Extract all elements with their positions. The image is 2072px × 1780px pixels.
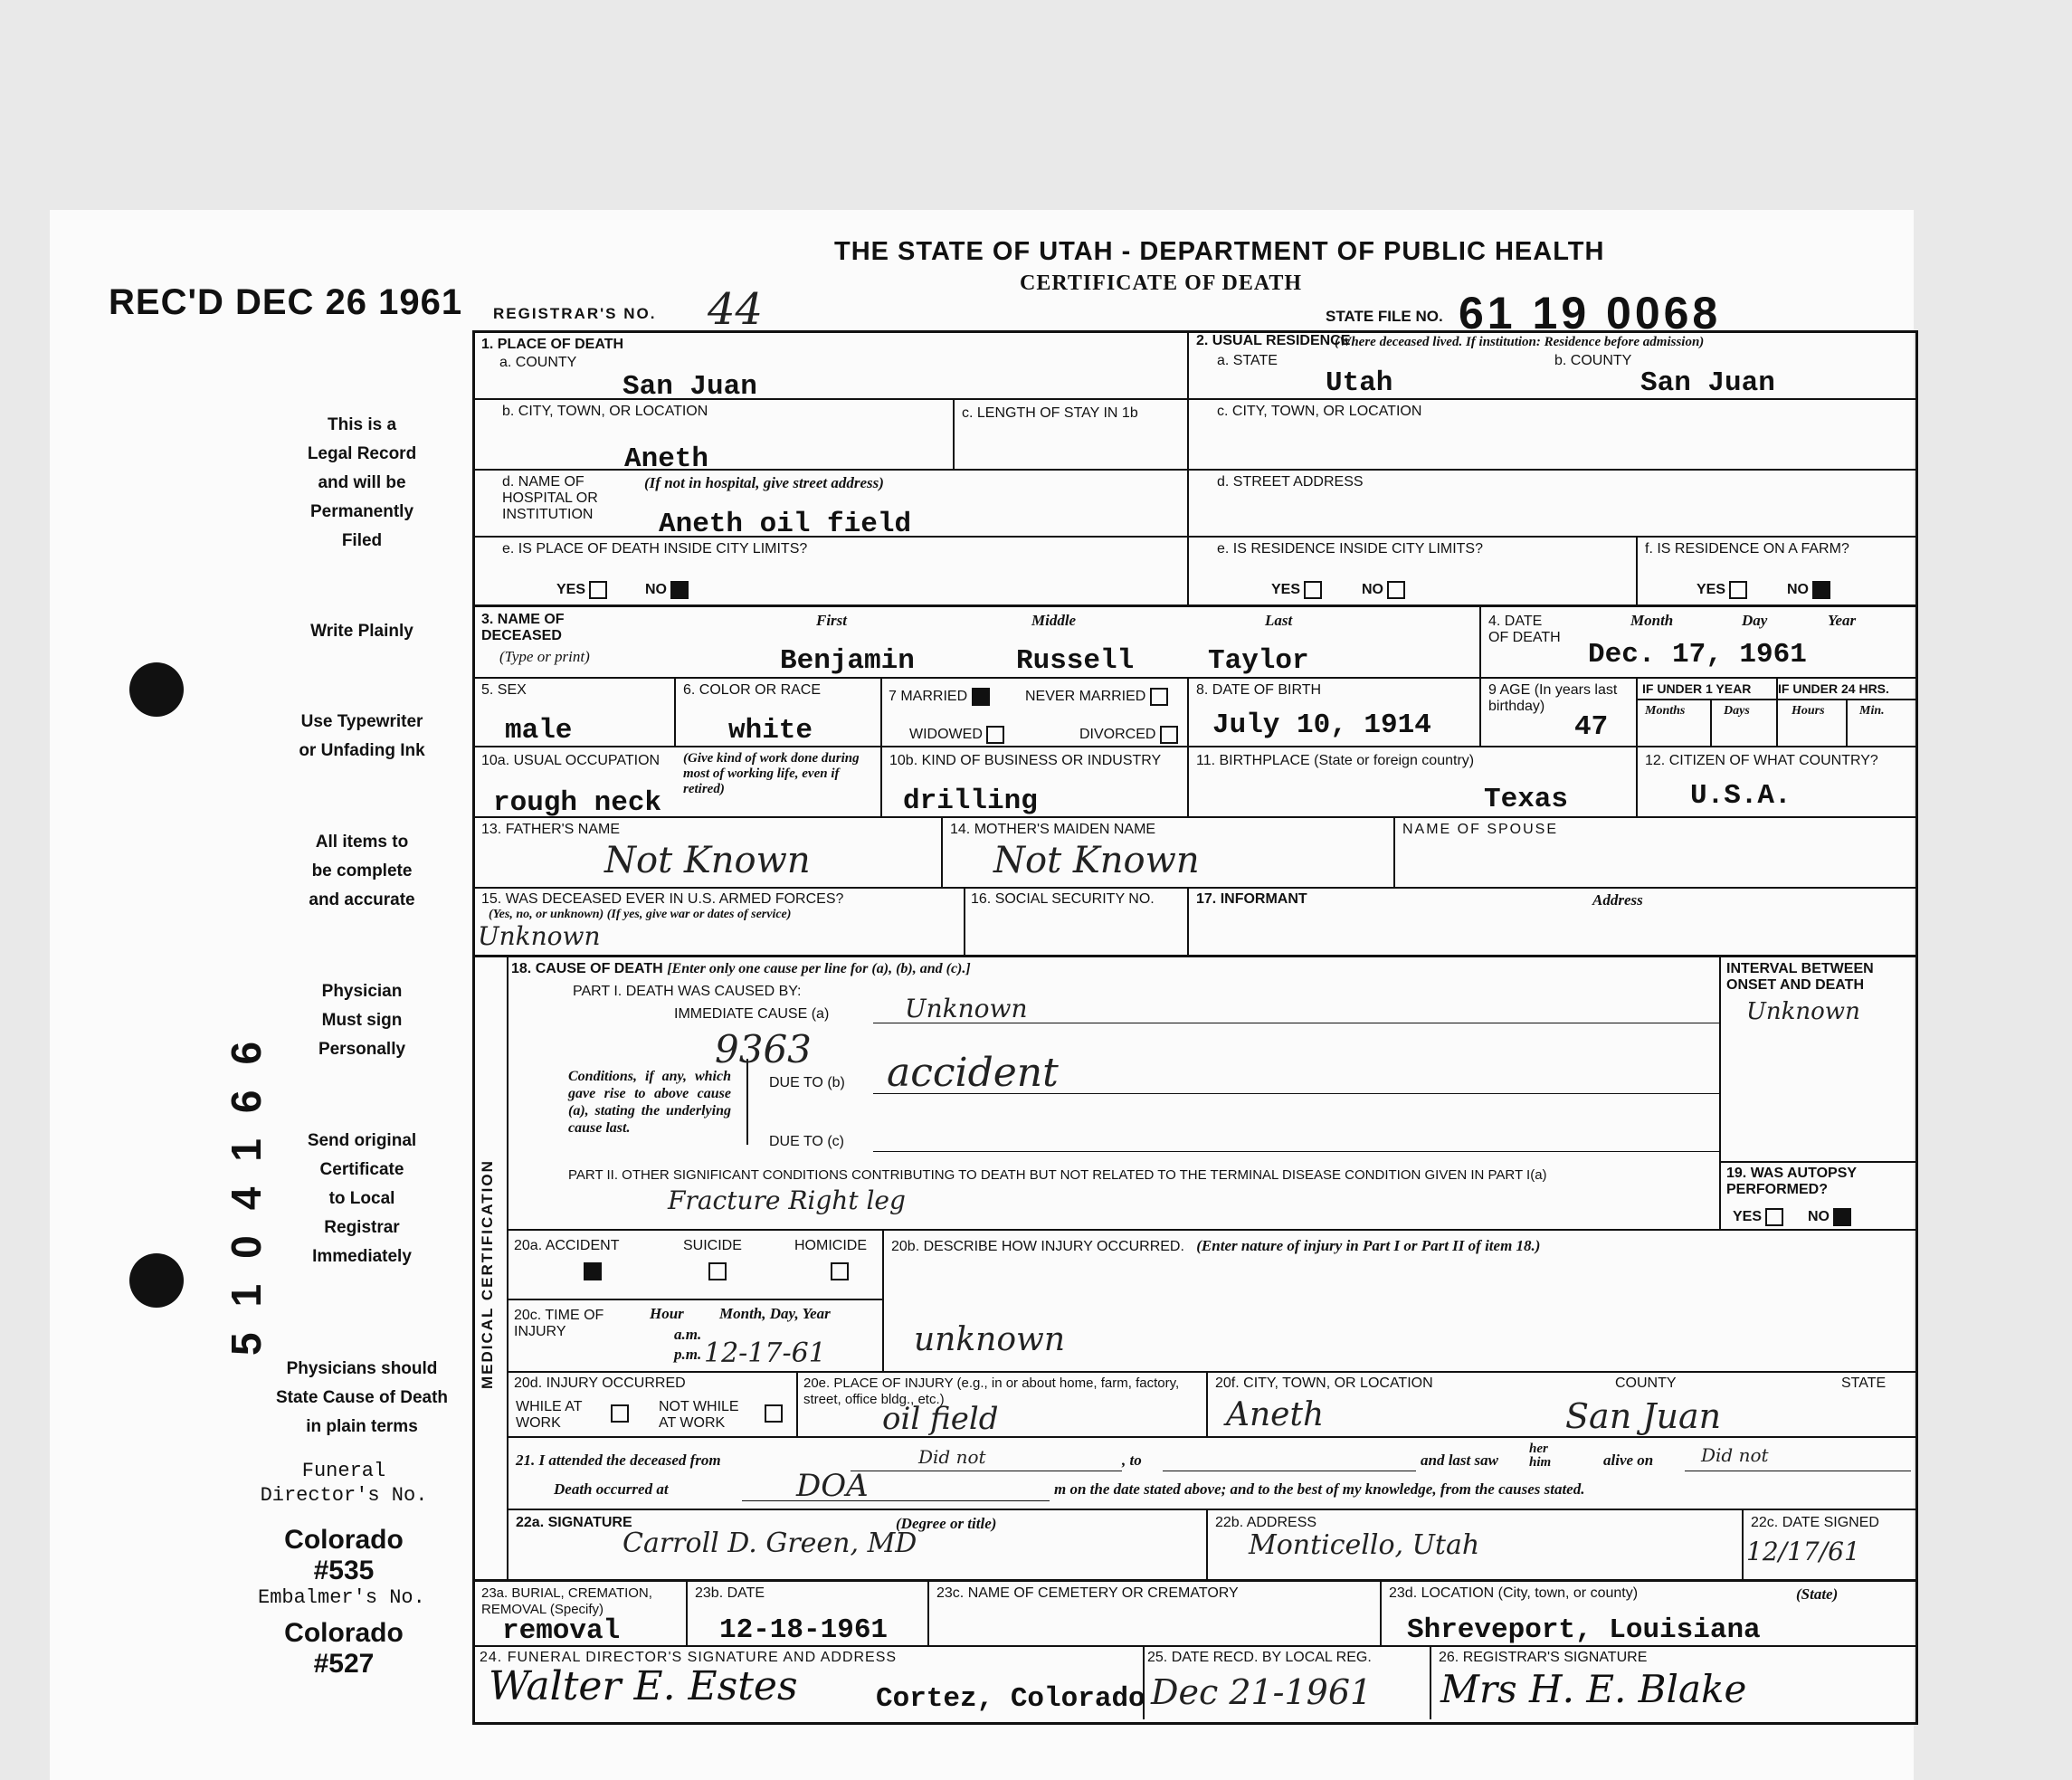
label-informant: 17. INFORMANT bbox=[1196, 891, 1307, 907]
value-citizen: U.S.A. bbox=[1690, 780, 1792, 812]
label-hospital: d. NAME OF HOSPITAL OR INSTITUTION bbox=[502, 474, 598, 522]
label-hour: Hour bbox=[650, 1305, 684, 1322]
serial-number: 5104166 bbox=[223, 1015, 270, 1356]
label-date-signed: 22c. DATE SIGNED bbox=[1751, 1515, 1879, 1530]
value-date-received: Dec 21-1961 bbox=[1151, 1672, 1373, 1712]
value-injury-county: San Juan bbox=[1565, 1396, 1722, 1436]
label-autopsy: 19. WAS AUTOPSY PERFORMED? bbox=[1726, 1166, 1857, 1197]
autopsy-yes: YES bbox=[1733, 1208, 1783, 1226]
label-age: 9 AGE (In years last birthday) bbox=[1488, 682, 1618, 714]
label-signature: 22a. SIGNATURE bbox=[516, 1515, 632, 1530]
label-days: Days bbox=[1724, 704, 1750, 718]
value-due-b: accident bbox=[887, 1050, 1059, 1096]
checkbox-res-city-yes[interactable] bbox=[1304, 581, 1322, 599]
margin-send: Send original Certificate to Local Registrar Immediately bbox=[307, 1131, 417, 1266]
label-name-note: (Type or print) bbox=[499, 648, 590, 665]
checkbox-homicide[interactable] bbox=[831, 1262, 849, 1280]
value-race: white bbox=[728, 715, 813, 747]
label-state-paren: (State) bbox=[1796, 1585, 1839, 1603]
funeral-no-label: Funeral Director's No. bbox=[260, 1460, 428, 1507]
value-occurred-at: DOA bbox=[796, 1468, 869, 1504]
value-injury-how: unknown bbox=[914, 1321, 1066, 1358]
label-res-county: b. COUNTY bbox=[1554, 353, 1632, 368]
value-age: 47 bbox=[1574, 711, 1609, 743]
checkbox-city-yes[interactable] bbox=[589, 581, 607, 599]
label-res-state: a. STATE bbox=[1217, 353, 1278, 368]
margin-typewriter: Use Typewriter or Unfading Ink bbox=[299, 712, 425, 760]
label-occupation: 10a. USUAL OCCUPATION bbox=[481, 753, 661, 768]
label-hospital-note: (If not in hospital, give street address) bbox=[644, 474, 884, 491]
label-first: First bbox=[816, 612, 848, 629]
label-am: a.m. bbox=[674, 1326, 702, 1343]
label-farm: f. IS RESIDENCE ON A FARM? bbox=[1645, 541, 1849, 557]
label-married: 7 MARRIED bbox=[889, 688, 990, 706]
label-last: Last bbox=[1265, 612, 1293, 629]
label-funeral-director: 24. FUNERAL DIRECTOR'S SIGNATURE AND ADDRESS bbox=[480, 1650, 898, 1665]
label-father: 13. FATHER'S NAME bbox=[481, 822, 621, 837]
value-industry: drilling bbox=[903, 785, 1038, 817]
label-cemetery: 23c. NAME OF CEMETERY OR CREMATORY bbox=[936, 1585, 1239, 1601]
certificate-subtitle: CERTIFICATE OF DEATH bbox=[1020, 271, 1303, 295]
label-min: Min. bbox=[1859, 704, 1885, 718]
label-widowed: WIDOWED bbox=[909, 726, 1004, 744]
value-occupation: rough neck bbox=[493, 787, 662, 819]
state-file-label: STATE FILE NO. bbox=[1326, 308, 1443, 325]
label-street: d. STREET ADDRESS bbox=[1217, 474, 1364, 490]
res-city-yes: YES bbox=[1271, 581, 1322, 599]
label-race: 6. COLOR OR RACE bbox=[683, 682, 822, 698]
label-hours: Hours bbox=[1792, 704, 1825, 718]
label-place-of-injury: 20e. PLACE OF INJURY (e.g., in or about home, farm, factory, street, office bldg., etc.) bbox=[803, 1375, 1180, 1407]
registrar-no: 44 bbox=[708, 284, 764, 335]
label-county: a. COUNTY bbox=[499, 355, 577, 370]
registrar-no-label: REGISTRAR'S NO. bbox=[493, 305, 657, 322]
value-middle-name: Russell bbox=[1016, 645, 1135, 677]
res-city-no: NO bbox=[1362, 581, 1405, 599]
label-cause-of-death: 18. CAUSE OF DEATH [Enter only one cause per line for (a), (b), and (c).] bbox=[511, 961, 971, 976]
medical-certification-label: MEDICAL CERTIFICATION bbox=[479, 1159, 496, 1389]
value-physician-signature: Carroll D. Green, MD bbox=[623, 1528, 917, 1559]
label-months: Months bbox=[1645, 704, 1686, 718]
checkbox-never-married[interactable] bbox=[1150, 688, 1168, 706]
margin-physician: Physician Must sign Personally bbox=[318, 982, 406, 1059]
label-middle: Middle bbox=[1031, 612, 1077, 629]
value-hospital: Aneth oil field bbox=[659, 509, 912, 540]
value-funeral-signature: Walter E. Estes bbox=[489, 1663, 798, 1709]
checkbox-autopsy-yes[interactable] bbox=[1765, 1208, 1783, 1226]
value-armed-forces: Unknown bbox=[478, 921, 601, 951]
value-death-date: Dec. 17, 1961 bbox=[1588, 639, 1807, 671]
label-m-statement: m on the date stated above; and to the best of my knowledge, from the causes stated. bbox=[1054, 1480, 1585, 1498]
value-code: 9363 bbox=[715, 1027, 812, 1071]
label-injury-county: COUNTY bbox=[1615, 1375, 1677, 1391]
label-date-received: 25. DATE RECD. BY LOCAL REG. bbox=[1147, 1650, 1372, 1665]
checkbox-city-no[interactable] bbox=[670, 581, 689, 599]
label-usual-residence: 2. USUAL RESIDENCE bbox=[1196, 333, 1351, 348]
state-file-no: 61 19 0068 bbox=[1459, 288, 1722, 338]
label-injury-occurred: 20d. INJURY OCCURRED bbox=[514, 1375, 686, 1391]
label-injury-state: STATE bbox=[1841, 1375, 1887, 1391]
label-citizen: 12. CITIZEN OF WHAT COUNTRY? bbox=[1645, 753, 1878, 768]
value-injury-time: 12-17-61 bbox=[704, 1337, 826, 1369]
label-location: 23d. LOCATION (City, town, or county) bbox=[1389, 1585, 1639, 1601]
value-first-name: Benjamin bbox=[780, 645, 915, 677]
value-last-name: Taylor bbox=[1208, 645, 1309, 677]
checkbox-res-city-no[interactable] bbox=[1387, 581, 1405, 599]
checkbox-accident[interactable] bbox=[584, 1262, 602, 1280]
label-phys-address: 22b. ADDRESS bbox=[1215, 1515, 1317, 1530]
label-armed-note: (Yes, no, or unknown) (If yes, give war or dates of service) bbox=[489, 908, 792, 921]
label-last-saw: and last saw bbox=[1421, 1452, 1498, 1469]
city-limits-yes: YES bbox=[556, 581, 607, 599]
checkbox-married[interactable] bbox=[972, 688, 990, 706]
received-stamp: REC'D DEC 26 1961 bbox=[109, 282, 463, 322]
value-county: San Juan bbox=[623, 371, 757, 403]
value-burial: removal bbox=[502, 1615, 621, 1647]
value-date-signed: 12/17/61 bbox=[1746, 1537, 1860, 1566]
label-part1: PART I. DEATH WAS CAUSED BY: bbox=[573, 984, 802, 999]
value-attended-from: Did not bbox=[918, 1446, 986, 1468]
autopsy-no: NO bbox=[1808, 1208, 1851, 1226]
label-dob: 8. DATE OF BIRTH bbox=[1196, 682, 1322, 698]
label-accident: 20a. ACCIDENT bbox=[514, 1238, 620, 1253]
value-city: Aneth bbox=[624, 443, 709, 475]
farm-no: NO bbox=[1787, 581, 1830, 599]
label-name: 3. NAME OF DECEASED bbox=[481, 612, 565, 643]
page-title: THE STATE OF UTAH - DEPARTMENT OF PUBLIC HEALTH bbox=[834, 237, 1605, 266]
embalmer-no-label: Embalmer's No. bbox=[258, 1586, 425, 1609]
label-death-occurred: Death occurred at bbox=[554, 1480, 669, 1498]
value-funeral-address: Cortez, Colorado bbox=[876, 1683, 1145, 1715]
label-inside-city: e. IS PLACE OF DEATH INSIDE CITY LIMITS? bbox=[502, 541, 808, 557]
value-registrar-signature: Mrs H. E. Blake bbox=[1440, 1667, 1747, 1711]
label-while-work: WHILE AT WORK bbox=[516, 1399, 583, 1431]
binder-hole-top bbox=[129, 662, 184, 717]
label-armed-forces: 15. WAS DECEASED EVER IN U.S. ARMED FORCES? bbox=[481, 891, 844, 907]
label-immediate: IMMEDIATE CAUSE (a) bbox=[674, 1006, 830, 1022]
funeral-no: Colorado #535 bbox=[284, 1525, 404, 1585]
value-father: Not Known bbox=[604, 840, 811, 881]
label-sex: 5. SEX bbox=[481, 682, 527, 698]
label-alive-on: alive on bbox=[1603, 1452, 1654, 1469]
label-birthplace: 11. BIRTHPLACE (State or foreign country) bbox=[1196, 753, 1475, 768]
embalmer-no: Colorado #527 bbox=[284, 1618, 404, 1679]
value-dob: July 10, 1914 bbox=[1212, 709, 1431, 741]
checkbox-not-while-work[interactable] bbox=[765, 1404, 783, 1423]
label-month: Month bbox=[1630, 612, 1674, 629]
label-mother: 14. MOTHER'S MAIDEN NAME bbox=[950, 822, 1156, 837]
label-ssn: 16. SOCIAL SECURITY NO. bbox=[971, 891, 1155, 907]
label-year: Year bbox=[1828, 612, 1857, 629]
label-place-of-death: 1. PLACE OF DEATH bbox=[481, 337, 624, 352]
city-limits-no: NO bbox=[645, 581, 689, 599]
label-due-b: DUE TO (b) bbox=[769, 1075, 845, 1090]
checkbox-farm-yes[interactable] bbox=[1729, 581, 1747, 599]
value-phys-address: Monticello, Utah bbox=[1249, 1529, 1480, 1561]
margin-complete: All items to be complete and accurate bbox=[309, 833, 415, 909]
label-her-him: her him bbox=[1529, 1442, 1552, 1470]
value-res-state: Utah bbox=[1326, 367, 1393, 399]
checkbox-divorced[interactable] bbox=[1160, 726, 1178, 744]
label-burial: 23a. BURIAL, CREMATION, REMOVAL (Specify) bbox=[481, 1585, 652, 1617]
value-sex: male bbox=[505, 715, 573, 747]
value-injury-city: Aneth bbox=[1226, 1396, 1325, 1433]
label-divorced: DIVORCED bbox=[1079, 726, 1178, 744]
value-alive-on: Did not bbox=[1701, 1444, 1769, 1466]
label-injury-city: 20f. CITY, TOWN, OR LOCATION bbox=[1215, 1375, 1433, 1391]
binder-hole-bottom bbox=[129, 1253, 184, 1308]
label-industry: 10b. KIND OF BUSINESS OR INDUSTRY bbox=[889, 753, 1162, 768]
label-under-1-year: IF UNDER 1 YEAR bbox=[1642, 681, 1752, 696]
label-day: Day bbox=[1742, 612, 1768, 629]
label-registrar-signature: 26. REGISTRAR'S SIGNATURE bbox=[1439, 1650, 1648, 1665]
label-homicide: HOMICIDE bbox=[794, 1238, 867, 1253]
label-describe-injury: 20b. DESCRIBE HOW INJURY OCCURRED. (Enter nature of injury in Part I or Part II of item 18.) bbox=[891, 1237, 1541, 1254]
label-not-while-work: NOT WHILE AT WORK bbox=[659, 1399, 739, 1431]
checkbox-suicide[interactable] bbox=[708, 1262, 727, 1280]
label-city: b. CITY, TOWN, OR LOCATION bbox=[502, 404, 708, 419]
label-res-inside-city: e. IS RESIDENCE INSIDE CITY LIMITS? bbox=[1217, 541, 1483, 557]
value-res-county: San Juan bbox=[1640, 367, 1775, 399]
label-spouse: NAME OF SPOUSE bbox=[1402, 822, 1559, 837]
value-injury-place: oil field bbox=[882, 1401, 999, 1437]
label-length-of-stay: c. LENGTH OF STAY IN 1b bbox=[962, 405, 1138, 421]
label-residence-note: (Where deceased lived. If institution: Residence before admission) bbox=[1335, 335, 1705, 349]
label-pm: p.m. bbox=[674, 1346, 702, 1363]
farm-yes: YES bbox=[1697, 581, 1747, 599]
label-occupation-note: (Give kind of work done during most of working life, even if retired) bbox=[683, 751, 860, 796]
label-res-city: c. CITY, TOWN, OR LOCATION bbox=[1217, 404, 1422, 419]
checkbox-autopsy-no[interactable] bbox=[1833, 1208, 1851, 1226]
value-mother: Not Known bbox=[993, 840, 1200, 881]
margin-state-cause: Physicians should State Cause of Death in plain terms bbox=[275, 1359, 449, 1436]
value-immediate: Unknown bbox=[905, 994, 1028, 1023]
checkbox-while-work[interactable] bbox=[611, 1404, 629, 1423]
checkbox-widowed[interactable] bbox=[986, 726, 1004, 744]
margin-write-plainly: Write Plainly bbox=[310, 622, 413, 641]
label-attended: 21. I attended the deceased from bbox=[516, 1452, 721, 1469]
label-never-married: NEVER MARRIED bbox=[1025, 688, 1168, 706]
value-burial-date: 12-18-1961 bbox=[719, 1614, 889, 1646]
checkbox-farm-no[interactable] bbox=[1812, 581, 1830, 599]
label-to: , to bbox=[1122, 1452, 1142, 1469]
value-location: Shreveport, Louisiana bbox=[1407, 1614, 1761, 1646]
value-interval: Unknown bbox=[1746, 998, 1860, 1025]
value-birthplace: Texas bbox=[1484, 784, 1569, 815]
label-suicide: SUICIDE bbox=[683, 1238, 742, 1253]
label-date-of-death: 4. DATE OF DEATH bbox=[1488, 614, 1561, 645]
label-interval: INTERVAL BETWEEN ONSET AND DEATH bbox=[1726, 961, 1874, 993]
label-time-of-injury: 20c. TIME OF INJURY bbox=[514, 1308, 604, 1339]
label-degree: (Degree or title) bbox=[896, 1515, 997, 1532]
label-under-24-hrs: IF UNDER 24 HRS. bbox=[1778, 681, 1889, 696]
value-part2: Fracture Right leg bbox=[668, 1185, 906, 1215]
label-due-c: DUE TO (c) bbox=[769, 1134, 844, 1149]
margin-legal: This is a Legal Record and will be Permanently Filed bbox=[307, 415, 417, 550]
label-part2: PART II. OTHER SIGNIFICANT CONDITIONS CONTRIBUTING TO DEATH BUT NOT RELATED TO THE TERMINAL DISEASE CONDITION GIVEN IN PART I(a) bbox=[568, 1167, 1547, 1183]
label-mdy: Month, Day, Year bbox=[719, 1305, 831, 1322]
label-burial-date: 23b. DATE bbox=[695, 1585, 765, 1601]
label-conditions: Conditions, if any, which gave rise to above cause (a), stating the underlying cause last. bbox=[568, 1069, 731, 1136]
label-address: Address bbox=[1592, 891, 1643, 909]
